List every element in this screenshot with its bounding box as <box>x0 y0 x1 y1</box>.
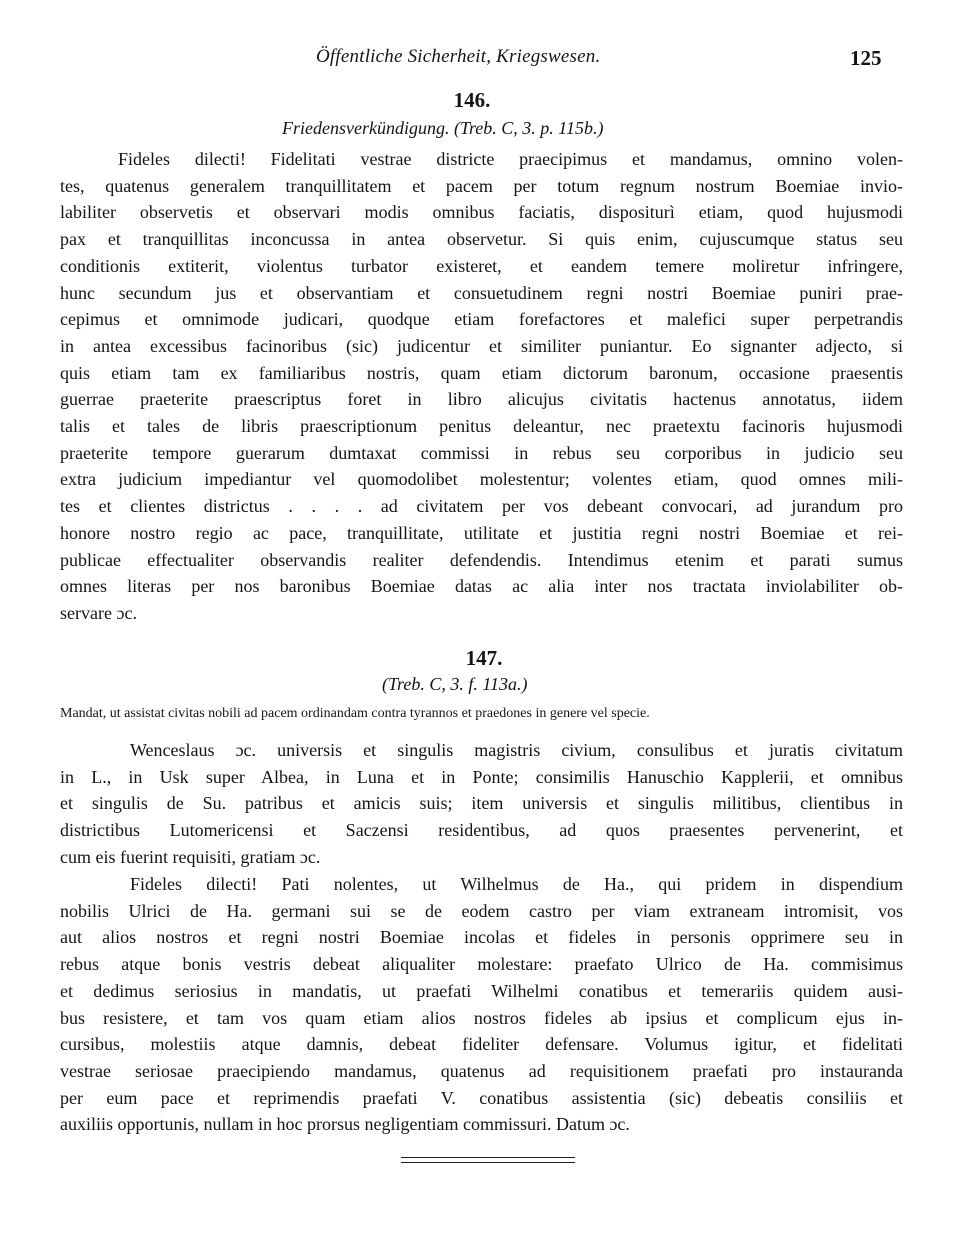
document-147-mandate-paragraph <box>60 871 903 1138</box>
text-line: per eum pace et reprimendis praefati V. conatibus assistentia (sic) debeatis consiliis et <box>60 1087 903 1108</box>
text-line: honore nostro regio ac pace, tranquillitate, utilitate et justitia regni nostri Boemiae et rei- <box>60 522 903 543</box>
text-line: servare ɔc. <box>60 602 137 623</box>
text-line: aut alios nostros et regni nostri Boemiae incolas et fideles in personis opprimere seu in <box>60 927 903 948</box>
text-line: omnes literas per nos baronibus Boemiae datas ac alia inter nos tractata inviolabiliter ob- <box>60 576 903 597</box>
document-147-subtitle: (Treb. C, 3. f. 113a.) <box>382 674 528 694</box>
text-line: tes, quatenus generalem tranquillitatem et pacem per totum regnum nostrum Boemiae invio- <box>60 175 903 196</box>
text-line: conditionis extiterit, violentus turbator existeret, et eandem temere moliretur infringere, <box>60 255 903 276</box>
text-line: et singulis de Su. patribus et amicis suis; item universis et singulis militibus, clientibus in <box>60 793 903 814</box>
text-line: talis et tales de libris praescriptionum penitus deleantur, nec praetextu facinoris hujusmodi <box>60 416 903 437</box>
text-line: labiliter observetis et observari modis omnibus faciatis, dispositurì etiam, quod hujusmodi <box>60 202 903 223</box>
document-147-summary: Mandat, ut assistat civitas nobili ad pacem ordinandam contra tyrannos et praedones in genere vel specie. <box>60 706 650 721</box>
page-number: 125 <box>850 46 882 70</box>
text-line: praeterite tempore guerarum dumtaxat commissi in rebus seu corporibus in judicio seu <box>60 442 903 463</box>
text-line: districtibus Lutomericensi et Saczensi residentibus, ad quos praesentes pervenerint, et <box>60 820 903 841</box>
closing-rule-top <box>401 1157 575 1158</box>
text-line: rebus atque bonis vestris debeat aliqualiter molestare: praefato Ulrico de Ha. commisimus <box>60 954 903 975</box>
text-line: publicae effectualiter observandis realiter defendendis. Intendimus etenim et parati sumus <box>60 549 903 570</box>
text-line: cum eis fuerint requisiti, gratiam ɔc. <box>60 846 321 867</box>
text-line: Fideles dilecti! Fidelitati vestrae districte praecipimus et mandamus, omnino volen- <box>118 149 903 169</box>
text-line: in antea excessibus facinoribus (sic) judicentur et similiter puniantur. Eo signanter adjecto, si <box>60 335 903 356</box>
text-line: cepimus et omnimode judicari, quodque etiam forefactores et malefici super perpetrandis <box>60 309 903 330</box>
text-line: quis etiam tam ex familiaribus nostris, quam etiam dictorum baronum, occasione praesentis <box>60 362 903 383</box>
document-number-147: 147. <box>465 646 503 670</box>
text-line: extra judicium impediantur vel quomodolibet molestentur; volentes etiam, quod omnes mili- <box>60 469 903 490</box>
text-line: hunc secundum jus et observantiam et consuetudinem regni nostri Boemiae puniri prae- <box>60 282 903 303</box>
text-line: cursibus, molestiis atque damnis, debeat fideliter defensare. Volumus igitur, et fidelitati <box>60 1034 903 1055</box>
text-line: et dedimus seriosius in mandatis, ut praefati Wilhelmi conatibus et temerariis quidem ausi- <box>60 980 903 1001</box>
text-line: bus resistere, et tam vos quam etiam alios nostros fideles ab ipsius et complicum ejus in- <box>60 1007 903 1028</box>
closing-rule-bottom <box>401 1162 575 1163</box>
text-line: guerrae praeterite praescriptus foret in libro alicujus civitatis hactenus annotatus, iidem <box>60 389 903 410</box>
document-147-address-paragraph <box>60 737 903 871</box>
document-number-146: 146. <box>453 88 491 112</box>
text-line: tes et clientes districtus . . . . ad civitatem per vos debeant convocari, ad jurandum pro <box>60 496 903 517</box>
document-146-text <box>60 146 903 627</box>
running-header-title: Öffentliche Sicherheit, Kriegswesen. <box>316 46 601 67</box>
text-line: auxiliis opportunis, nullam in hoc prorsus negligentiam commissuri. Datum ɔc. <box>60 1114 630 1135</box>
text-line: Wenceslaus ɔc. universis et singulis magistris civium, consulibus et juratis civitatum <box>130 740 903 760</box>
document-146-subtitle: Friedensverkündigung. (Treb. C, 3. p. 115b.) <box>282 118 604 138</box>
text-line: in L., in Usk super Albea, in Luna et in Ponte; consimilis Hanuschio Kapplerii, et omnibus <box>60 766 903 787</box>
text-line: vestrae seriosae praecipiendo mandamus, quatenus ad requisitionem praefati pro instauranda <box>60 1060 903 1081</box>
text-line: nobilis Ulrici de Ha. germani sui se de eodem castro per viam extraneam intromisit, vos <box>60 900 903 921</box>
text-line: pax et tranquillitas inconcussa in antea observetur. Si quis enim, cujuscumque status seu <box>60 229 903 250</box>
text-line: Fideles dilecti! Pati nolentes, ut Wilhelmus de Ha., qui pridem in dispendium <box>130 874 903 894</box>
